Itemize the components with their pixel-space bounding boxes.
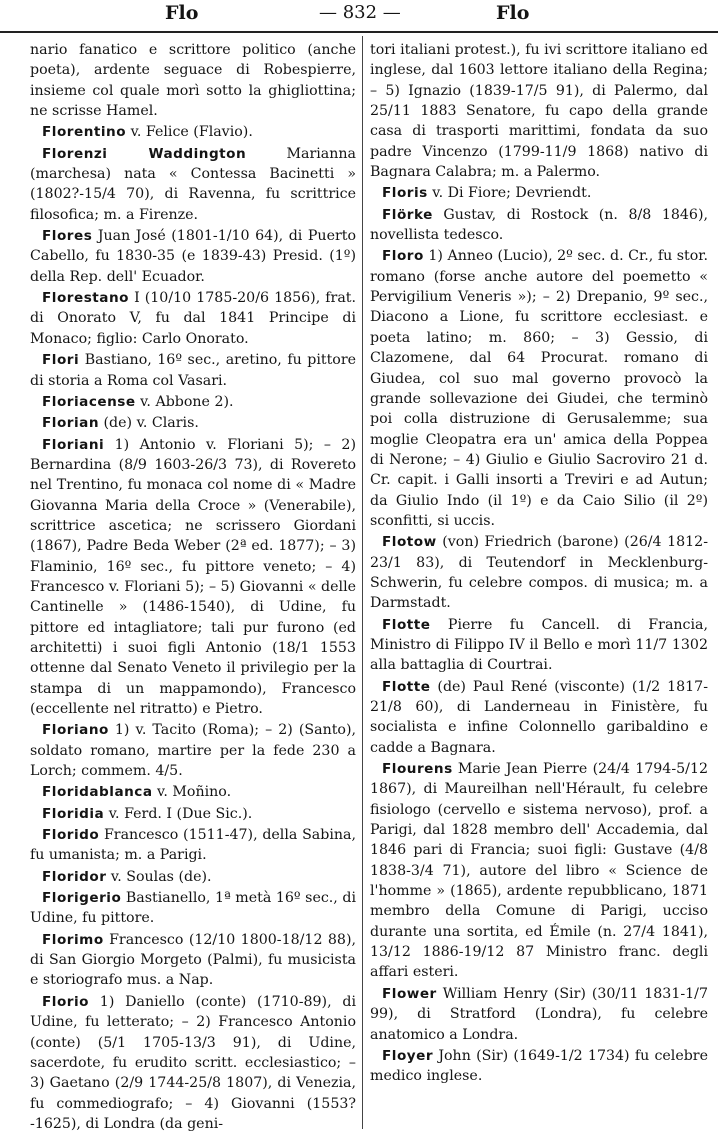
entry-headword: Flotte — [382, 616, 431, 633]
dictionary-entry — [370, 246, 708, 531]
entry-text: v. Soulas (de). — [106, 868, 212, 885]
left-column — [30, 40, 356, 1135]
entry-headword: Flourens — [382, 761, 453, 778]
entry-headword: Flores — [42, 228, 93, 245]
entry-text: Gustav, di Rostock (n. 8/8 1846), novellista tedesco. — [370, 206, 708, 244]
entry-text: Bastianello, 1ª metà 16º sec., di Udine, fu pittore. — [30, 890, 356, 927]
dictionary-entry — [30, 144, 356, 225]
dictionary-entry — [370, 615, 708, 676]
dictionary-entry — [30, 226, 356, 287]
page-number: — 832 — — [319, 2, 401, 23]
entry-text: Pierre fu Cancell. di Francia, Ministro di Filippo IV il Bello e morì 11/7 1302 alla battaglia di Courtrai. — [370, 616, 708, 674]
entry-headword: Floyer — [382, 1047, 434, 1064]
entry-headword: Flotow — [382, 534, 437, 551]
entry-text: 1) Daniello (conte) (1710-89), di Udine, fu letterato; – 2) Francesco Antonio (conte) (5/1 1705-13/3 91), di Udine, sacerdote, fu erudito scritt. ecclesiastico; – 3) Gaetano (2/9 1744-25/8 1807), di Venezia, fu commediografo; – 4) Giovanni (1553?-1625), di Londra (da geni- — [30, 993, 356, 1132]
dictionary-entry — [30, 804, 356, 824]
entry-headword: Floridor — [42, 868, 107, 885]
entry-headword: Floridablanca — [42, 784, 153, 801]
dictionary-entry — [370, 759, 708, 983]
entry-headword: Floriacense — [42, 393, 136, 410]
entry-text: William Henry (Sir) (30/11 1831-1/7 99), di Stratford (Londra), fu celebre anatomico a Londra. — [370, 985, 708, 1043]
dictionary-entry — [30, 992, 356, 1134]
right-column — [370, 40, 708, 1088]
header-right-guideword: Flo — [496, 2, 530, 24]
dictionary-entry — [370, 984, 708, 1045]
entry-text: Marie Jean Pierre (24/4 1794-5/12 1867), di Maureilhan nell'Hérault, fu celebre fisiologo (cervello e sistema nervoso), prof. a Parigi, dal 1828 membro dell' Accademia, dal 1846 pari di Francia; suoi figli: Gustave (4/8 1838-3/4 71), autore del libro « Science de l'homme » (1865), ardente repubblicano, 1871 membro della Comune di Parigi, ucciso durante una sortita, ed Émile (n. 27/4 1841), 13/12 1886-19/12 87 Ministro franc. degli affari esteri. — [370, 761, 708, 981]
entry-headword: Floriani — [42, 436, 105, 453]
entry-headword: Flörke — [382, 206, 433, 223]
entry-headword: Florio — [42, 993, 89, 1010]
page-header — [0, 2, 718, 28]
dictionary-entry — [30, 720, 356, 781]
dictionary-entry — [30, 392, 356, 412]
header-left-guideword: Flo — [165, 2, 199, 24]
entry-text: 1) Antonio v. Floriani 5); – 2) Bernardina (8/9 1603-26/3 73), di Rovereto nel Trentino, fu monaca col nome di « Madre Giovanna Maria della Croce » (Venerabile), scrittrice ascetica; ne scrissero Giordani (1867), Padre Beda Weber (2ª ed. 1877); – 3) Flaminio, 16º sec., fu pittore veneto; – 4) Francesco v. Floriani 5); – 5) Giovanni « delle Cantinelle » (1486-1540), di Udine, fu pittore ed intagliatore; tali pur furono (ed architetti) i suoi figli Antonio (18/1 1553 ottenne dal Senato Veneto il privilegio per la stampa di un mappamondo), Francesco (eccellente nel ritratto) e Pietro. — [30, 436, 356, 717]
dictionary-entry — [30, 888, 356, 929]
entry-headword: Flower — [382, 985, 437, 1002]
entry-text: v. Moñino. — [152, 784, 232, 801]
dictionary-entry — [30, 867, 356, 887]
entry-text: Francesco (12/10 1800-18/12 88), di San Giorgio Morgeto (Palmi), fu musicista e storiografo mus. a Nap. — [30, 931, 356, 989]
dictionary-entry — [30, 825, 356, 866]
entry-text: v. Felice (Flavio). — [126, 124, 253, 141]
dictionary-entry — [370, 183, 708, 203]
dictionary-entry — [370, 40, 708, 182]
entry-headword: Flori — [42, 352, 80, 369]
dictionary-entry — [30, 782, 356, 802]
entry-headword: Florido — [42, 827, 100, 844]
entry-headword: Florenzi Waddington — [42, 145, 247, 162]
entry-text: 1) v. Tacito (Roma); – 2) (Santo), soldato romano, martire per la fede 230 a Lorch; commem. 4/5. — [30, 722, 356, 780]
entry-text: Francesco (1511-47), della Sabina, fu umanista; m. a Parigi. — [30, 827, 356, 864]
entry-text: nario fanatico e scrittore politico (anche poeta), ardente seguace di Robespierre, insieme col quale morì sotto la ghigliottina; ne scrisse Hamel. — [30, 42, 356, 120]
entry-text: I (10/10 1785-20/6 1856), frat. di Onorato V, fu dal 1841 Principe di Monaco; figlio: Carlo Onorato. — [30, 290, 356, 347]
dictionary-entry — [30, 930, 356, 991]
entry-text: John (Sir) (1649-1/2 1734) fu celebre medico inglese. — [370, 1047, 708, 1085]
dictionary-entry — [30, 40, 356, 121]
entry-headword: Florian — [42, 415, 99, 432]
entry-headword: Flotte — [382, 678, 431, 695]
entry-headword: Floriano — [42, 722, 109, 739]
entry-headword: Floridia — [42, 805, 105, 822]
entry-text: Bastiano, 16º sec., aretino, fu pittore di storia a Roma col Vasari. — [30, 352, 356, 389]
entry-headword: Floris — [382, 185, 428, 202]
dictionary-entry — [30, 435, 356, 720]
entry-headword: Floro — [382, 248, 424, 265]
entry-text: (de) Paul René (visconte) (1/2 1817-21/8 60), di Landerneau in Finistère, fu socialista e infine Colonnello garibaldino e cadde a Bagnara. — [370, 678, 708, 756]
header-rule — [0, 31, 718, 33]
dictionary-entry — [30, 288, 356, 349]
entry-text: v. Di Fiore; Devriendt. — [427, 185, 592, 202]
column-divider — [362, 36, 363, 1129]
entry-text: 1) Anneo (Lucio), 2º sec. d. Cr., fu stor. romano (forse anche autore del poemetto « Pervigilium Veneris »); – 2) Drepanio, 9º sec., Diacono a Lione, fu scrittore ecclesiast. e poeta latino; m. 860; – 3) Gessio, di Clazomene, dal 64 Procurat. romano di Giudea, col suo mal governo provocò la grande sollevazione dei Giudei, che terminò poi colla distruzione di Gerusalemme; sua moglie Cleopatra era un' amica della Poppea di Nerone; – 4) Giulio e Giulio Sacroviro 21 d. Cr. capit. i Galli insorti a Treviri e ad Autun; da Giulio Indo (il 1º) e da Caio Silio (il 2º) sconfitti, si uccis. — [370, 248, 708, 529]
entry-text: (von) Friedrich (barone) (26/4 1812-23/1 83), di Teutendorf in Mecklenburg-Schwerin, fu celebre compos. di musica; m. a Darmstadt. — [370, 534, 708, 612]
entry-text: Marianna (marchesa) nata « Contessa Bacinetti » (1802?-15/4 70), di Ravenna, fu scrittrice filosofica; m. a Firenze. — [30, 145, 356, 223]
entry-text: v. Ferd. I (Due Sic.). — [104, 805, 253, 822]
dictionary-entry — [30, 122, 356, 142]
entry-headword: Florestano — [42, 290, 129, 307]
dictionary-entry — [30, 413, 356, 433]
dictionary-entry — [370, 532, 708, 613]
entry-headword: Florimo — [42, 931, 104, 948]
entry-text: (de) v. Claris. — [99, 415, 199, 432]
entry-headword: Florentino — [42, 124, 127, 141]
entry-text: v. Abbone 2). — [135, 393, 234, 410]
dictionary-entry — [370, 205, 708, 246]
entry-text: tori italiani protest.), fu ivi scrittore italiano ed inglese, dal 1603 lettore italiano della Regina; – 5) Ignazio (1839-17/5 91), di Palermo, dal 25/11 1883 Senatore, fu capo della grande casa di trasporti marittimi, fondata da suo padre Vincenzo (1799-11/9 1868) nativo di Bagnara Calabra; m. a Palermo. — [370, 42, 708, 181]
dictionary-entry — [370, 1046, 708, 1087]
entry-text: Juan José (1801-1/10 64), di Puerto Cabello, fu 1830-35 (e 1839-43) Presid. (1º) della Rep. dell' Ecuador. — [30, 228, 356, 285]
entry-headword: Florigerio — [42, 890, 122, 907]
dictionary-entry — [30, 350, 356, 391]
dictionary-entry — [370, 677, 708, 758]
